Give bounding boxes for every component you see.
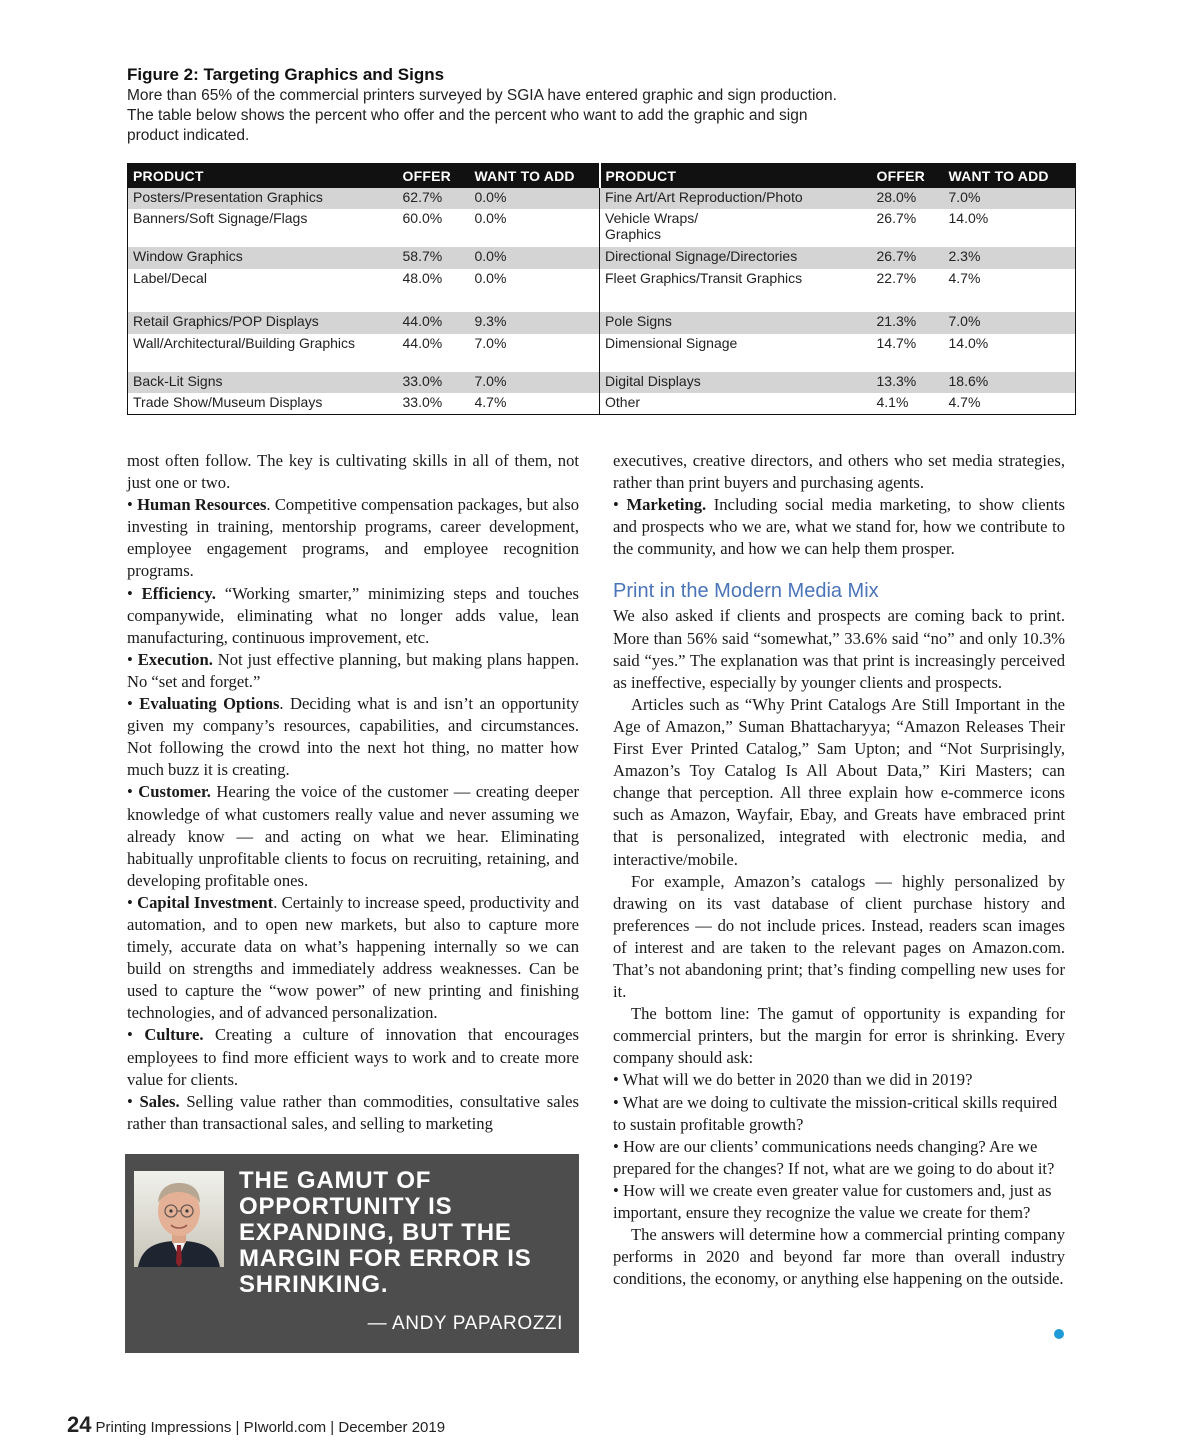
header-product: PRODUCT	[128, 164, 398, 189]
question-item: • How are our clients’ communications needs changing? Are we prepared for the changes? If not, what are we going to do about it?	[613, 1136, 1055, 1178]
bullet-item: • Culture. Creating a culture of innovation that encourages employees to find more efficient ways to work and to create more value for clients.	[127, 1025, 579, 1089]
header-offer: OFFER	[872, 164, 944, 189]
table-row	[128, 269, 1076, 312]
cell-product: Label/Decal	[133, 270, 207, 286]
bullet-term: Evaluating Options	[139, 694, 280, 714]
bullet-item: • Customer. Hearing the voice of the customer — creating deeper knowledge of what customers really value and never assuming we already know — and acting on what we hear. Eliminating habitually unprofitable clients to focus on recruiting, retaining, and developing profitable ones.	[127, 782, 579, 890]
pull-quote-text: THE GAMUT OF OPPORTUNITY IS EXPANDING, BUT THE MARGIN FOR ERROR IS SHRINKING.	[239, 1167, 532, 1298]
cell-product: Vehicle Wraps/ Graphics	[600, 209, 872, 247]
cell-offer: 28.0%	[872, 188, 944, 209]
table-row	[128, 247, 1076, 269]
table-row	[128, 372, 1076, 393]
cell-want: 7.0%	[470, 372, 600, 393]
caption-line: The table below shows the percent who offer and the percent who want to add the graphic and sign	[127, 107, 808, 124]
header-want-to-add: WANT TO ADD	[944, 164, 1076, 189]
figure-block	[127, 64, 1075, 146]
pull-quote-author: — ANDY PAPAROZZI	[367, 1313, 563, 1334]
cell-want: 0.0%	[470, 188, 600, 209]
question-item: • What will we do better in 2020 than we did in 2019?	[613, 1070, 973, 1090]
header-want-to-add: WANT TO ADD	[470, 164, 600, 189]
table-row	[128, 334, 1076, 372]
cell-want: 14.0%	[948, 210, 989, 226]
body-paragraph: The bottom line: The gamut of opportunity is expanding for commercial printers, but the margin for error is shrinking. Every company should ask:	[613, 1004, 1065, 1068]
bullet-item: • Sales. Selling value rather than commodities, consultative sales rather than transactional sales, and selling to marketing	[127, 1091, 579, 1133]
bullet-item: • Marketing. Including social media marketing, to show clients and prospects who we are, what we stand for, how we contribute to the community, and how we can help them prosper.	[613, 495, 1065, 559]
cell-offer: 22.7%	[876, 270, 917, 286]
cell-offer: 62.7%	[398, 188, 470, 209]
bullet-item: • Human Resources. Competitive compensation packages, but also investing in training, mentorship programs, career development, employee engagement programs, and employee recognition programs.	[127, 495, 579, 581]
bullet-term: Human Resources	[137, 495, 267, 515]
cell-offer: 26.7%	[872, 247, 944, 269]
caption-line: product indicated.	[127, 127, 250, 144]
header-offer: OFFER	[398, 164, 470, 189]
cell-product: Pole Signs	[600, 312, 872, 334]
bullet-term: Marketing.	[626, 495, 707, 515]
cell-product: Retail Graphics/POP Displays	[128, 312, 398, 334]
bullet-text: Not just effective planning, but making plans happen. No “set and forget.”	[127, 649, 579, 691]
cell-product: Window Graphics	[128, 247, 398, 269]
cell-offer: 44.0%	[398, 312, 470, 334]
cell-product: Fine Art/Art Reproduction/Photo	[600, 188, 872, 209]
bullet-item: • Capital Investment. Certainly to increase speed, productivity and automation, and to open new markets, but also to capture more timely, accurate data on what’s happening internally so we can build on strengths and immediately address weaknesses. Can be used to capture the “wow power” of new printing and finishing technologies, and of advanced personalization.	[127, 892, 579, 1023]
cell-product: Wall/Architectural/Building Graphics	[133, 335, 356, 351]
cell-want: 18.6%	[944, 372, 1076, 393]
bullet-item: • Evaluating Options. Deciding what is and isn’t an opportunity given my company’s resources, capabilities, and circumstances. Not following the crowd into the next hot thing, no matter how much buzz it is creating.	[127, 694, 579, 780]
question-item: • What are we doing to cultivate the mission-critical skills required to sustain profitable growth?	[613, 1092, 1058, 1134]
header-product: PRODUCT	[600, 164, 872, 189]
bullet-term: Culture.	[144, 1025, 204, 1045]
cell-want: 7.0%	[944, 188, 1076, 209]
cell-product: Digital Displays	[600, 372, 872, 393]
cell-offer: 14.7%	[876, 335, 917, 351]
cell-offer: 21.3%	[872, 312, 944, 334]
cell-want: 4.7%	[948, 270, 981, 286]
cell-offer: 26.7%	[876, 210, 917, 226]
cell-product: Trade Show/Museum Displays	[133, 394, 323, 410]
author-portrait-photo	[134, 1171, 224, 1267]
intro-paragraph: most often follow. The key is cultivating skills in all of them, not just one or two.	[127, 451, 579, 493]
page-number: 24	[67, 1412, 92, 1437]
cell-product: Fleet Graphics/Transit Graphics	[600, 269, 872, 312]
cell-want: 4.7%	[948, 394, 981, 410]
table-header-row	[128, 164, 1076, 189]
body-paragraph: For example, Amazon’s catalogs — highly personalized by drawing on its vast database of client purchase history and preferences — do not include prices. Instead, readers scan images of interest and are taken to the relevant pages on Amazon.com. That’s not abandoning print; that’s finding compelling new uses for it.	[613, 871, 1065, 1002]
bullet-term: Capital Investment	[137, 892, 274, 912]
bullet-term: Customer.	[138, 782, 211, 802]
bullet-item: • Efficiency. “Working smarter,” minimizing steps and touches companywide, eliminating what no longer adds value, lean manufacturing, continuous improvement, etc.	[127, 583, 579, 647]
cell-product: Posters/Presentation Graphics	[128, 188, 398, 209]
bullet-text: Hearing the voice of the customer — creating deeper knowledge of what customers really value and never assuming we already know — and acting on what we hear. Eliminating habitually unprofitable clients to focus on recruiting, retaining, and developing profitable ones.	[127, 782, 579, 890]
bullet-text: . Certainly to increase speed, productivity and automation, and to open new markets, but also to capture more timely, accurate data on what’s happening internally so we can build on strengths and immediately address weaknesses. Can be used to capture the “wow power” of new printing and finishing technologies, and of advanced personalization.	[127, 892, 579, 1023]
bullet-term: Execution.	[137, 649, 213, 669]
cell-offer: 60.0%	[402, 210, 443, 226]
question-item: • How will we create even greater value for customers and, just as important, ensure they recognize the value we create for them?	[613, 1180, 1052, 1222]
table-row	[128, 188, 1076, 209]
cell-product: Other	[600, 393, 872, 414]
caption-line: More than 65% of the commercial printers surveyed by SGIA have entered graphic and sign production.	[127, 87, 837, 104]
intro-paragraph: executives, creative directors, and others who set media strategies, rather than print buyers and purchasing agents.	[613, 451, 1065, 493]
bullet-text: Creating a culture of innovation that encourages employees to find more efficient ways to work and to create more value for clients.	[127, 1025, 579, 1089]
section-heading: Print in the Modern Media Mix	[613, 580, 879, 603]
cell-want: 9.3%	[470, 312, 600, 334]
table-row	[128, 209, 1076, 247]
cell-product: Banners/Soft Signage/Flags	[133, 210, 308, 226]
cell-offer: 58.7%	[398, 247, 470, 269]
cell-want: 4.7%	[474, 394, 507, 410]
figure-title: Figure 2: Targeting Graphics and Signs	[127, 65, 445, 84]
table-row	[128, 393, 1076, 414]
cell-offer: 33.0%	[402, 394, 443, 410]
bullet-term: Sales.	[139, 1091, 180, 1111]
cell-want: 14.0%	[948, 335, 989, 351]
body-paragraph: We also asked if clients and prospects are coming back to print. More than 56% said “somewhat,” 33.6% said “no” and only 10.3% said “yes.” The explanation was that print is increasingly perceived as ineffective, especially by younger clients and prospects.	[613, 606, 1065, 692]
article-end-dot-icon	[1054, 1329, 1064, 1339]
bullet-text: . Competitive compensation packages, but also investing in training, mentorship programs, career development, employee engagement programs, and employee recognition programs.	[127, 495, 579, 581]
bullet-text: “Working smarter,” minimizing steps and touches companywide, eliminating what no longer adds value, lean manufacturing, continuous improvement, etc.	[127, 583, 579, 647]
product-table	[127, 163, 1076, 415]
article-column-right	[613, 450, 1065, 1290]
pull-quote-box	[125, 1154, 579, 1353]
cell-offer: 48.0%	[402, 270, 443, 286]
bullet-term: Efficiency.	[141, 583, 216, 603]
cell-offer: 33.0%	[398, 372, 470, 393]
body-paragraph: Articles such as “Why Print Catalogs Are Still Important in the Age of Amazon,” Suman Bhattacharyya; “Amazon Releases Their First Ever Printed Catalog,” Sam Upton; and “Not Surprisingly, Amazon’s Toy Catalog Is All About Data,” Kiri Masters; can change that perception. All three explain how e-commerce icons such as Amazon, Wayfair, Ebay, and Greats have embraced print that is personalized, integrated with electronic media, and interactive/mobile.	[613, 694, 1065, 869]
cell-want: 0.0%	[470, 247, 600, 269]
footer-text: Printing Impressions | PIworld.com | December 2019	[95, 1419, 446, 1436]
figure-caption	[127, 86, 1075, 146]
bullet-item: • Execution. Not just effective planning, but making plans happen. No “set and forget.”	[127, 649, 579, 691]
cell-offer: 4.1%	[876, 394, 909, 410]
cell-want: 7.0%	[474, 335, 507, 351]
cell-offer: 44.0%	[402, 335, 443, 351]
closing-paragraph: The answers will determine how a commercial printing company performs in 2020 and beyond far more than overall industry conditions, the economy, or anything else happening on the outside.	[613, 1225, 1065, 1289]
page-footer	[67, 1413, 445, 1440]
cell-want: 0.0%	[474, 270, 507, 286]
bullet-text: Selling value rather than commodities, consultative sales rather than transactional sales, and selling to marketing	[127, 1091, 579, 1133]
cell-product: Back-Lit Signs	[128, 372, 398, 393]
table-row	[128, 312, 1076, 334]
cell-product: Directional Signage/Directories	[600, 247, 872, 269]
bullet-text: . Deciding what is and isn’t an opportunity given my company’s resources, capabilities, and circumstances. Not following the crowd into the next hot thing, no matter how much buzz it is creating.	[127, 694, 579, 780]
cell-offer: 13.3%	[872, 372, 944, 393]
cell-want: 2.3%	[944, 247, 1076, 269]
cell-product: Dimensional Signage	[600, 334, 872, 372]
cell-want: 0.0%	[474, 210, 507, 226]
bullet-text: Including social media marketing, to show clients and prospects who we are, what we stand for, how we contribute to the community, and how we can help them prosper.	[613, 495, 1065, 559]
article-column-left	[127, 450, 579, 1135]
cell-want: 7.0%	[944, 312, 1076, 334]
